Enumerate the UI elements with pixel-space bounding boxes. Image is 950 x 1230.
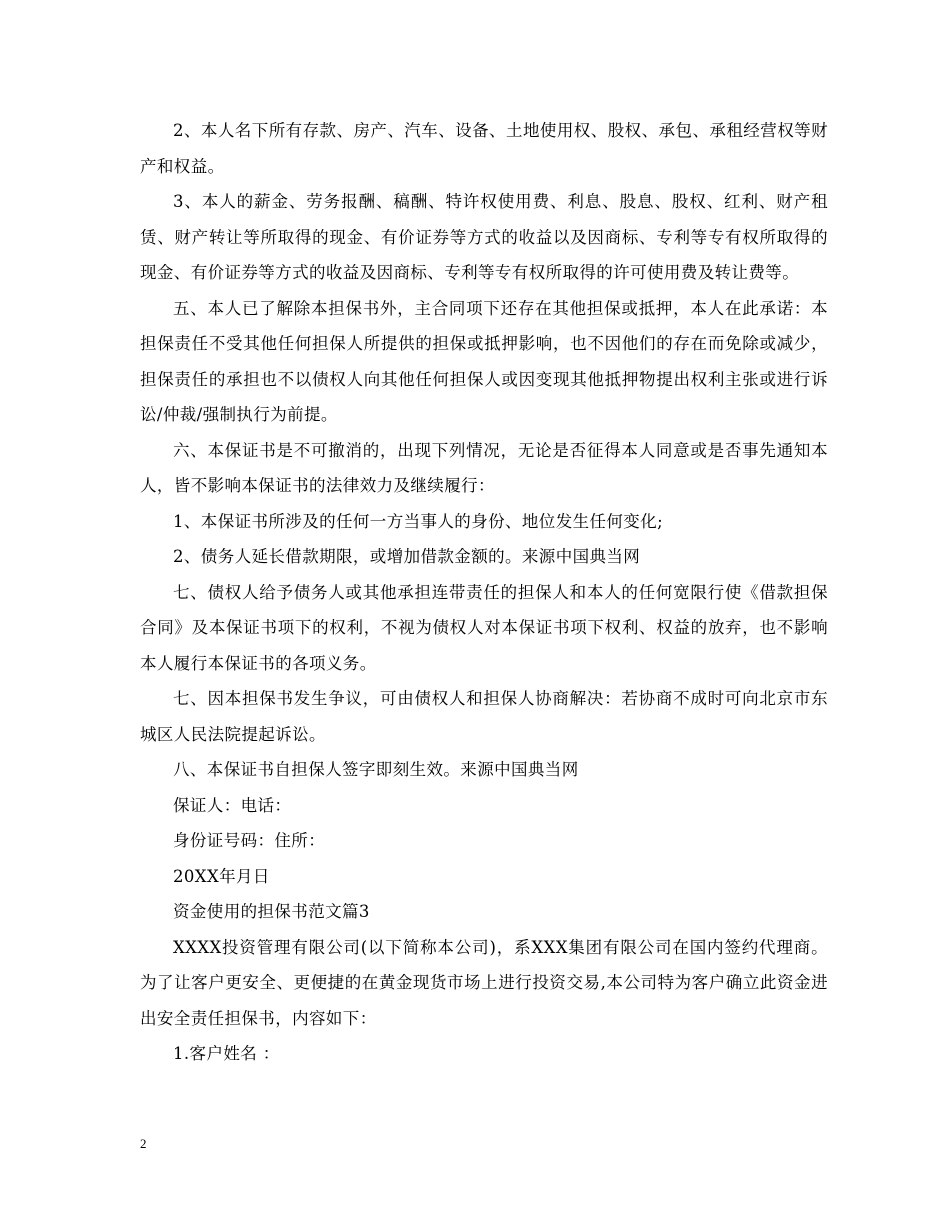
paragraph-clause-6-item-2: 2、债务人延长借款期限，或增加借款金额的。来源中国典当网 xyxy=(173,547,641,566)
paragraph-assets: 2、本人名下所有存款、房产、汽车、设备、土地使用权、股权、承包、承租经营权等财产和权益。 xyxy=(140,121,828,176)
id-address-line: 身份证号码：住所： xyxy=(173,831,326,850)
customer-name-line: 1.客户姓名 ： xyxy=(173,1044,280,1063)
paragraph-income: 3、本人的薪金、劳务报酬、稿酬、特许权使用费、利息、股息、股权、红利、财产租赁、财产转让等所取得的现金、有价证券等方式的收益以及因商标、专利等专有权所取得的现金、有价证券等方式的收益及因商标、专利等专有权所取得的许可使用费及转让费等。 xyxy=(140,192,828,282)
date-line: 20XX年月日 xyxy=(173,866,270,886)
paragraph-clause-7b: 七、因本担保书发生争议，可由债权人和担保人协商解决：若协商不成时可向北京市东城区人民法院提起诉讼。 xyxy=(140,689,828,744)
document-body xyxy=(140,113,828,1072)
section-heading: 资金使用的担保书范文篇3 xyxy=(173,902,370,921)
guarantor-phone-line: 保证人：电话： xyxy=(173,795,292,815)
paragraph-company-intro: XXXX投资管理有限公司(以下简称本公司)，系XXX集团有限公司在国内签约代理商。为了让客户更安全、更便捷的在黄金现货市场上进行投资交易,本公司特为客户确立此资金进出安全责任担保书，内容如下： xyxy=(140,937,828,1028)
paragraph-clause-5: 五、本人已了解除本担保书外，主合同项下还存在其他担保或抵押，本人在此承诺：本担保责任不受其他任何担保人所提供的担保或抵押影响，也不因他们的存在而免除或减少，担保责任的承担也不以债权人向其他任何担保人或因变现其他抵押物提出权利主张或进行诉讼/仲裁/强制执行为前提。 xyxy=(140,298,828,424)
paragraph-clause-6-item-1: 1、本保证书所涉及的任何一方当事人的身份、地位发生任何变化; xyxy=(173,511,664,531)
paragraph-clause-8: 八、本保证书自担保人签字即刻生效。来源中国典当网 xyxy=(173,760,579,779)
paragraph-clause-7a: 七、债权人给予债务人或其他承担连带责任的担保人和本人的任何宽限行使《借款担保合同》及本保证书项下的权利，不视为债权人对本保证书项下权利、权益的放弃，也不影响本人履行本保证书的各项义务。 xyxy=(140,582,828,673)
paragraph-clause-6: 六、本保证书是不可撤消的，出现下列情况，无论是否征得本人同意或是否事先通知本人，皆不影响本保证书的法律效力及继续履行： xyxy=(140,440,828,495)
page-number: 2 xyxy=(140,1136,147,1151)
